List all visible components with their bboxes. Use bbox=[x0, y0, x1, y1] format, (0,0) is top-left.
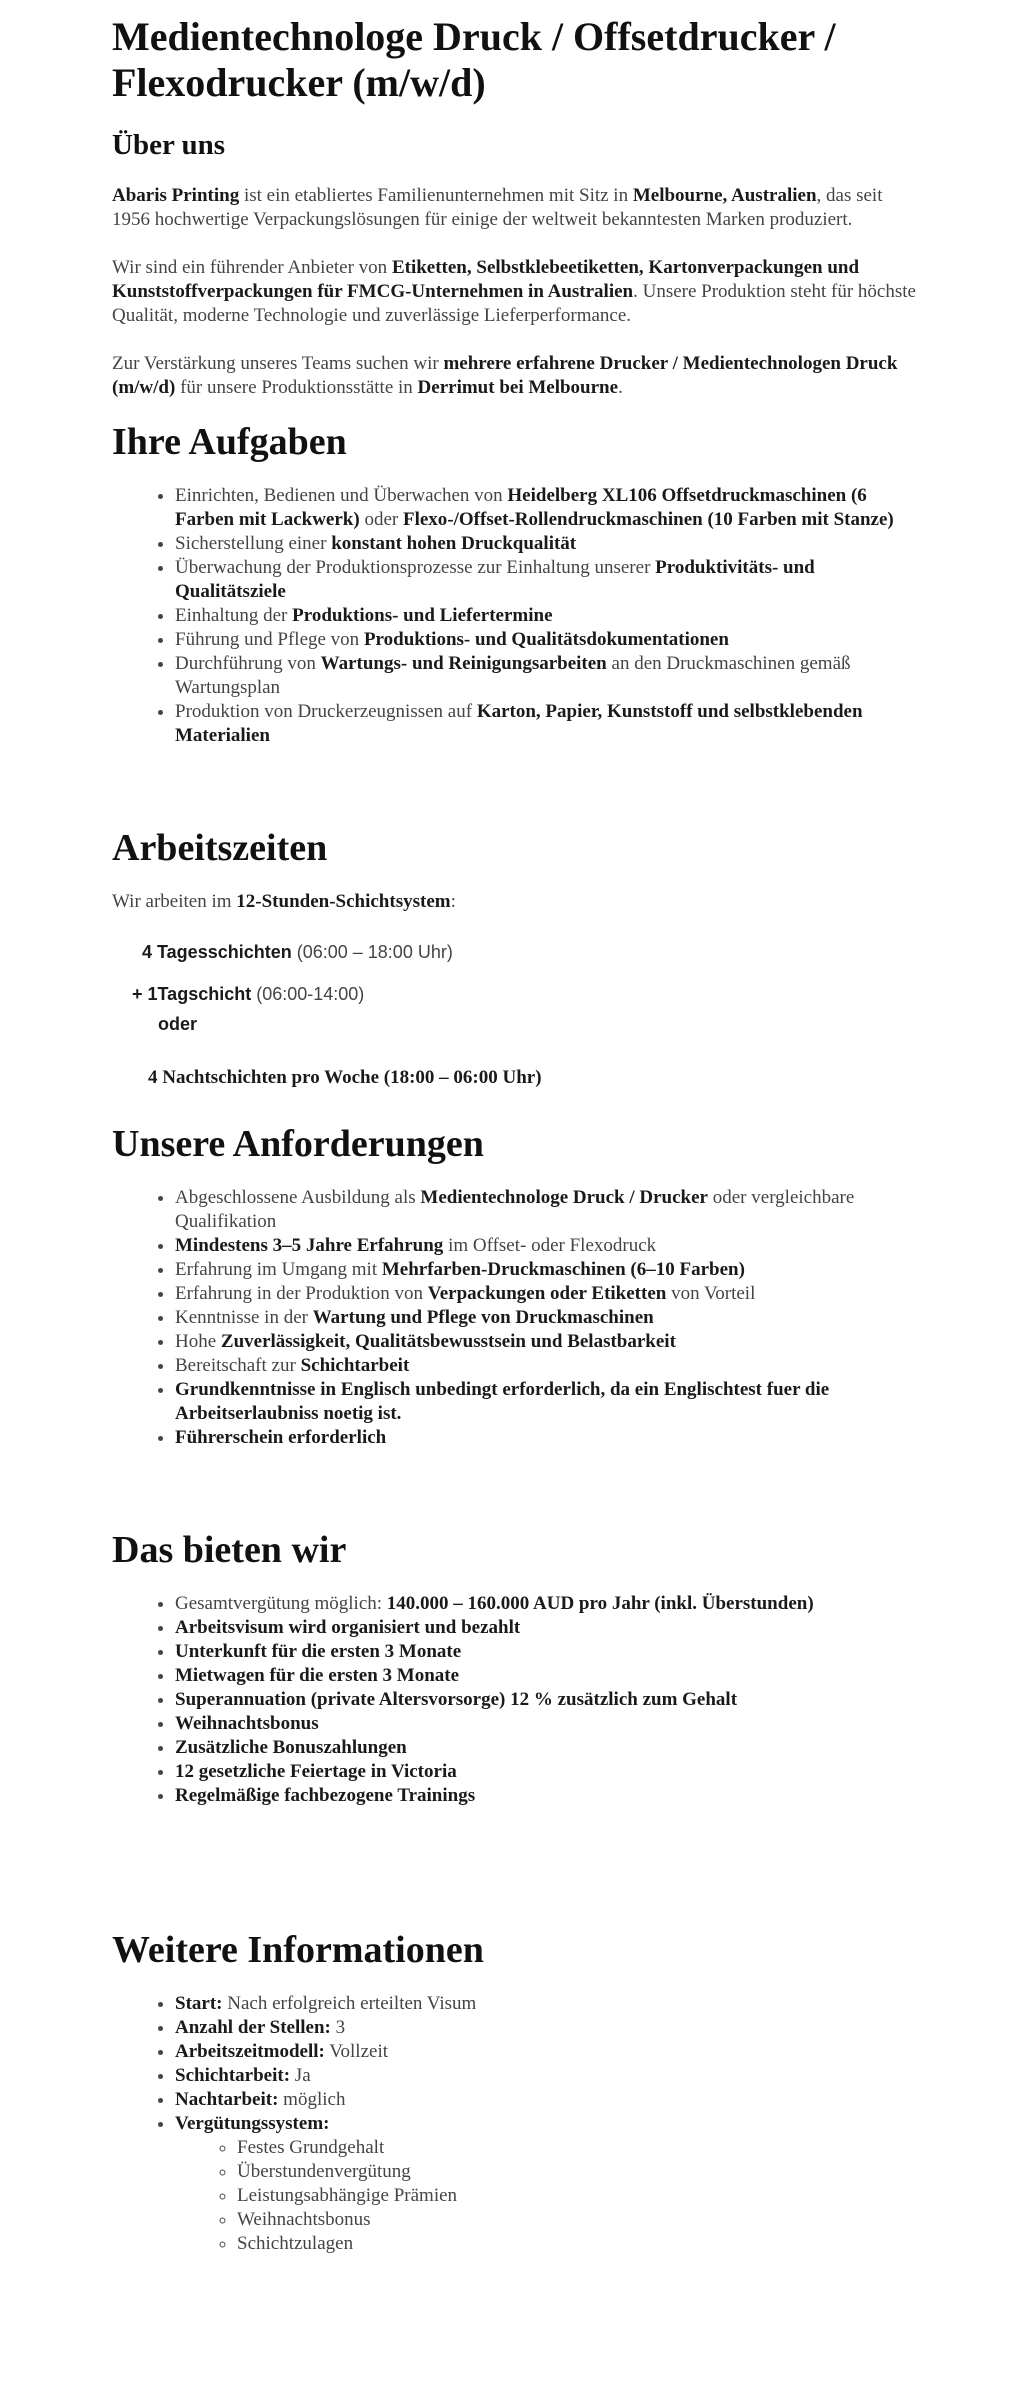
hours-intro bbox=[112, 890, 922, 914]
text-span: Einrichten, Bedienen und Überwachen von bbox=[175, 485, 508, 506]
bold-text: 12-Stunden-Schichtsystem bbox=[236, 891, 451, 912]
list-item bbox=[175, 1234, 922, 1258]
compensation-sublist bbox=[112, 2136, 922, 2256]
bold-text: Mietwagen für die ersten 3 Monate bbox=[175, 1665, 460, 1686]
shift-extra-time: (06:00-14:00) bbox=[251, 984, 365, 1004]
text-span: von Vorteil bbox=[666, 1283, 756, 1304]
text-span: Sicherstellung einer bbox=[175, 533, 332, 554]
bold-text: Zuverlässigkeit, Qualitätsbewusstsein und Belastbarkeit bbox=[220, 1331, 676, 1352]
shift-or-text: oder bbox=[158, 1014, 198, 1034]
bold-text: 12 gesetzliche Feiertage in Victoria bbox=[175, 1761, 457, 1782]
bold-text: Produktions- und Qualitätsdokumentationen bbox=[363, 629, 729, 650]
text-span: Kenntnisse in der bbox=[175, 1307, 313, 1328]
list-item bbox=[175, 556, 922, 604]
text-span: Ja bbox=[290, 2065, 311, 2086]
about-paragraph-1 bbox=[112, 184, 922, 232]
bold-text: Etiketten, Selbstklebeetiketten, Kartonverpackungen und Kunststoffverpackungen für FMCG-Unternehmen in Australien bbox=[112, 257, 860, 302]
text-span: Produktion von Druckerzeugnissen auf bbox=[175, 701, 477, 722]
list-item bbox=[175, 532, 922, 556]
bold-text: Karton, Papier, Kunststoff und selbstklebenden Materialien bbox=[175, 701, 863, 746]
list-item bbox=[175, 1640, 922, 1664]
list-item bbox=[175, 1378, 922, 1426]
text-span: ist ein etabliertes Familienunternehmen mit Sitz in bbox=[239, 185, 633, 206]
bold-text: Start: bbox=[175, 1993, 223, 2014]
text-span: Abgeschlossene Ausbildung als bbox=[175, 1187, 421, 1208]
hours-heading: Arbeitszeiten bbox=[112, 827, 328, 869]
compensation-item: ◦ Leistungsabhängige Prämien bbox=[237, 2184, 922, 2208]
bold-text: Schichtarbeit bbox=[300, 1355, 410, 1376]
bold-text: mehrere erfahrene Drucker / Medientechnologen Druck (m/w/d) bbox=[112, 353, 898, 398]
text-span: im Offset- oder Flexodruck bbox=[443, 1235, 657, 1256]
bold-text: Weihnachtsbonus bbox=[175, 1713, 319, 1734]
bold-text: konstant hohen Druckqualität bbox=[331, 533, 577, 554]
list-item bbox=[175, 1186, 922, 1234]
list-item bbox=[175, 1688, 922, 1712]
info-list bbox=[112, 1992, 922, 2136]
text-span: Durchführung von bbox=[175, 653, 321, 674]
text-span: oder vergleichbare Qualifikation bbox=[175, 1187, 855, 1232]
text-span: Wir sind ein führender Anbieter von bbox=[112, 257, 392, 278]
text-span: oder bbox=[359, 509, 403, 530]
tasks-heading: Ihre Aufgaben bbox=[112, 421, 347, 463]
bold-text: Abaris Printing bbox=[112, 185, 240, 206]
list-item bbox=[175, 1330, 922, 1354]
compensation-item: ◦ Überstundenvergütung bbox=[237, 2160, 922, 2184]
list-item bbox=[175, 1306, 922, 1330]
list-item bbox=[175, 1784, 922, 1808]
bold-text: Flexo-/Offset-Rollendruckmaschinen (10 Farben mit Stanze) bbox=[402, 509, 894, 530]
bold-text: Regelmäßige fachbezogene Trainings bbox=[175, 1785, 476, 1806]
bold-text: Produktivitäts- und Qualitätsziele bbox=[175, 557, 815, 602]
about-paragraph-2 bbox=[112, 256, 922, 328]
bold-text: Führerschein erforderlich bbox=[175, 1427, 387, 1448]
list-item bbox=[175, 1592, 922, 1616]
bold-text: Melbourne, Australien bbox=[632, 185, 817, 206]
text-span: Gesamtvergütung möglich: bbox=[175, 1593, 387, 1614]
shift-or-line bbox=[112, 1012, 922, 1036]
requirements-list bbox=[112, 1186, 922, 1450]
bold-text: Anzahl der Stellen: bbox=[175, 2017, 331, 2038]
text-span: Zur Verstärkung unseres Teams suchen wir bbox=[112, 353, 444, 374]
bold-text: Schichtarbeit: bbox=[175, 2065, 291, 2086]
text-span: Bereitschaft zur bbox=[175, 1355, 301, 1376]
page-title: Medientechnologe Druck / Offsetdrucker / Flexodrucker (m/w/d) bbox=[112, 14, 836, 105]
shift-night-line bbox=[112, 1066, 922, 1090]
list-item bbox=[175, 1712, 922, 1736]
shift-day-line bbox=[112, 940, 922, 964]
list-item bbox=[175, 1354, 922, 1378]
compensation-item: ◦ Festes Grundgehalt bbox=[237, 2136, 922, 2160]
bold-text: Nachtarbeit: bbox=[175, 2089, 279, 2110]
text-span: : bbox=[450, 891, 456, 912]
shift-day-time: (06:00 – 18:00 Uhr) bbox=[291, 942, 453, 962]
text-span: Einhaltung der bbox=[175, 605, 293, 626]
bold-text: Mehrfarben-Druckmaschinen (6–10 Farben) bbox=[381, 1259, 745, 1280]
bold-text: 140.000 – 160.000 AUD pro Jahr (inkl. Überstunden) bbox=[386, 1593, 814, 1614]
bold-text: Arbeitsvisum wird organisiert und bezahlt bbox=[175, 1617, 521, 1638]
bold-text: Grundkenntnisse in Englisch unbedingt erforderlich, da ein Englischtest fuer die Arbeitserlaubniss noetig ist. bbox=[175, 1379, 830, 1424]
tasks-list bbox=[112, 484, 922, 748]
list-item bbox=[175, 2040, 922, 2064]
list-item bbox=[175, 2016, 922, 2040]
bold-text: Zusätzliche Bonuszahlungen bbox=[175, 1737, 407, 1758]
list-item bbox=[175, 484, 922, 532]
text-span: Erfahrung im Umgang mit bbox=[175, 1259, 382, 1280]
list-item bbox=[175, 604, 922, 628]
shift-night-text: 4 Nachtschichten pro Woche (18:00 – 06:00 Uhr) bbox=[148, 1067, 542, 1088]
requirements-heading: Unsere Anforderungen bbox=[112, 1123, 484, 1165]
bold-text: Superannuation (private Altersvorsorge) 12 % zusätzlich zum Gehalt bbox=[175, 1689, 738, 1710]
compensation-item: ◦ Weihnachtsbonus bbox=[237, 2208, 922, 2232]
bold-text: Wartung und Pflege von Druckmaschinen bbox=[312, 1307, 654, 1328]
text-span: . bbox=[618, 377, 623, 398]
shift-day-label: 4 Tagesschichten bbox=[142, 942, 292, 962]
text-span: . Unsere Produktion steht für höchste Qualität, moderne Technologie und zuverlässige Lieferperformance. bbox=[112, 281, 916, 326]
shift-extra-label: + 1Tagschicht bbox=[132, 984, 252, 1004]
list-item bbox=[175, 1616, 922, 1640]
text-span: Hohe bbox=[175, 1331, 221, 1352]
bold-text: Derrimut bei Melbourne bbox=[417, 377, 619, 398]
text-span: möglich bbox=[278, 2089, 346, 2110]
text-span: , das seit 1956 hochwertige Verpackungslösungen für einige der weltweit bekanntesten Marken produziert. bbox=[112, 185, 883, 230]
text-span: Erfahrung in der Produktion von bbox=[175, 1283, 428, 1304]
list-item bbox=[175, 1426, 922, 1450]
list-item bbox=[175, 1282, 922, 1306]
bold-text: Verpackungen oder Etiketten bbox=[427, 1283, 667, 1304]
list-item bbox=[175, 2088, 922, 2112]
list-item bbox=[175, 2112, 922, 2136]
compensation-item: ◦ Schichtzulagen bbox=[237, 2232, 922, 2256]
list-item bbox=[175, 700, 922, 748]
list-item bbox=[175, 2064, 922, 2088]
list-item bbox=[175, 1664, 922, 1688]
about-heading: Über uns bbox=[112, 129, 226, 161]
offer-heading: Das bieten wir bbox=[112, 1529, 347, 1571]
shift-extra-line bbox=[112, 982, 922, 1006]
about-paragraph-3 bbox=[112, 352, 922, 400]
list-item bbox=[175, 1258, 922, 1282]
text-span: für unsere Produktionsstätte in bbox=[175, 377, 418, 398]
text-span: an den Druckmaschinen gemäß Wartungsplan bbox=[175, 653, 851, 698]
text-span: 3 bbox=[330, 2017, 346, 2038]
text-span: Vollzeit bbox=[324, 2041, 389, 2062]
list-item bbox=[175, 1992, 922, 2016]
text-span: Überwachung der Produktionsprozesse zur Einhaltung unserer bbox=[175, 557, 656, 578]
list-item bbox=[175, 652, 922, 700]
offer-list bbox=[112, 1592, 922, 1808]
text-span: Führung und Pflege von bbox=[175, 629, 364, 650]
bold-text: Vergütungssystem: bbox=[175, 2113, 330, 2134]
bold-text: Wartungs- und Reinigungsarbeiten bbox=[320, 653, 607, 674]
list-item bbox=[175, 1760, 922, 1784]
bold-text: Heidelberg XL106 Offsetdruckmaschinen (6 Farben mit Lackwerk) bbox=[175, 485, 867, 530]
list-item bbox=[175, 1736, 922, 1760]
bold-text: Arbeitszeitmodell: bbox=[175, 2041, 325, 2062]
text-span: Wir arbeiten im bbox=[112, 891, 237, 912]
job-posting bbox=[112, 0, 922, 2256]
bold-text: Unterkunft für die ersten 3 Monate bbox=[175, 1641, 462, 1662]
bold-text: Produktions- und Liefertermine bbox=[292, 605, 553, 626]
bold-text: Medientechnologe Druck / Drucker bbox=[420, 1187, 708, 1208]
list-item bbox=[175, 628, 922, 652]
bold-text: Mindestens 3–5 Jahre Erfahrung bbox=[175, 1235, 444, 1256]
info-heading: Weitere Informationen bbox=[112, 1929, 484, 1971]
text-span: Nach erfolgreich erteilten Visum bbox=[222, 1993, 477, 2014]
